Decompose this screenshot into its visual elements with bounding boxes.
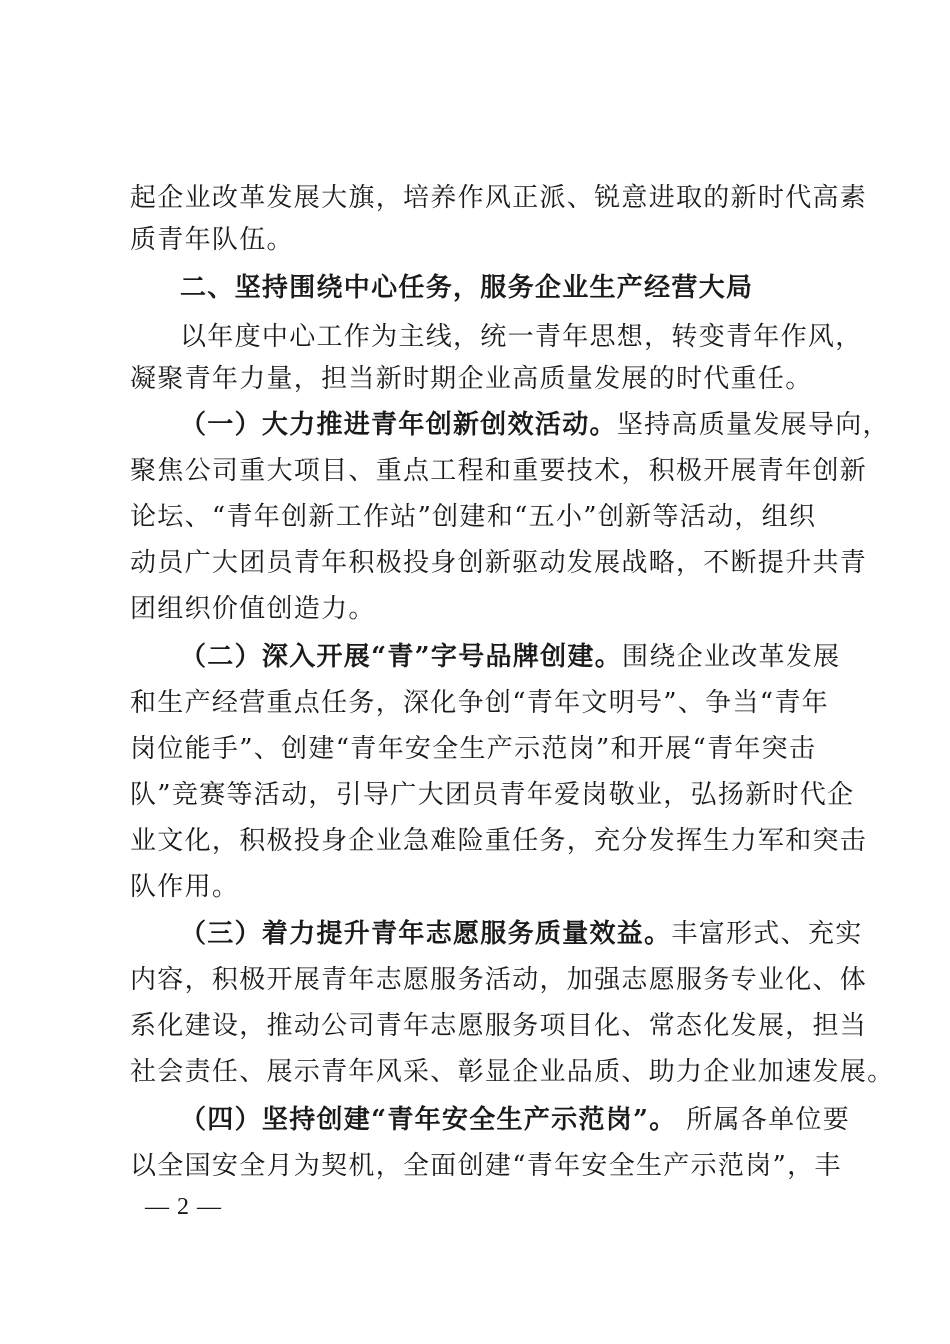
body-text-line: 质青年队伍。 xyxy=(130,225,294,255)
subsection-lead: （一）大力推进青年创新创效活动。 xyxy=(180,410,617,440)
subsection-lead: （三）着力提升青年志愿服务质量效益。 xyxy=(180,919,672,949)
body-text-line: 队”竞赛等活动，引导广大团员青年爱岗敬业，弘扬新时代企 xyxy=(130,780,855,810)
body-text: 所属各单位要 xyxy=(676,1105,850,1135)
body-text-line: 内容，积极开展青年志愿服务活动，加强志愿服务专业化、体 xyxy=(130,965,868,995)
section-heading: 二、坚持围绕中心任务，服务企业生产经营大局 xyxy=(180,273,754,303)
body-text-line xyxy=(180,408,890,442)
body-text: 坚持高质量发展导向， xyxy=(616,410,890,440)
body-text-line: 社会责任、展示青年风采、彰显企业品质、助力企业加速发展。 xyxy=(130,1057,895,1087)
body-text: 丰富形式、充实 xyxy=(671,919,863,949)
body-text-line: 论坛、“青年创新工作站”创建和“五小”创新等活动，组织 xyxy=(130,502,817,532)
body-text-line: 和生产经营重点任务，深化争创“青年文明号”、争当“青年 xyxy=(130,688,829,718)
body-text-line: 系化建设，推动公司青年志愿服务项目化、常态化发展，担当 xyxy=(130,1011,868,1041)
body-text-line: 队作用。 xyxy=(130,872,240,902)
body-text-line xyxy=(180,917,880,951)
body-text-line: 岗位能手”、创建“青年安全生产示范岗”和开展“青年突击 xyxy=(130,734,817,764)
body-text-line xyxy=(180,640,880,674)
body-text-line: 动员广大团员青年积极投身创新驱动发展战略，不断提升共青 xyxy=(130,548,868,578)
body-text-line: 团组织价值创造力。 xyxy=(130,594,376,624)
body-text-line: 业文化，积极投身企业急难险重任务，充分发挥生力军和突击 xyxy=(130,826,868,856)
body-text-line: 以年度中心工作为主线，统一青年思想，转变青年作风， xyxy=(180,322,863,352)
body-text-line: 聚焦公司重大项目、重点工程和重要技术，积极开展青年创新 xyxy=(130,456,868,486)
body-text-line: 凝聚青年力量，担当新时期企业高质量发展的时代重任。 xyxy=(130,364,813,394)
body-text: 围绕企业改革发展 xyxy=(622,642,841,672)
subsection-lead: （二）深入开展“青”字号品牌创建。 xyxy=(180,642,623,672)
page-number: — 2 — xyxy=(145,1194,222,1220)
subsection-lead: （四）坚持创建“青年安全生产示范岗”。 xyxy=(180,1105,677,1135)
body-text-line: 起企业改革发展大旗，培养作风正派、锐意进取的新时代高素 xyxy=(130,183,868,213)
body-text-line: 以全国安全月为契机，全面创建“青年安全生产示范岗”，丰 xyxy=(130,1151,842,1181)
body-text-line xyxy=(180,1103,880,1137)
